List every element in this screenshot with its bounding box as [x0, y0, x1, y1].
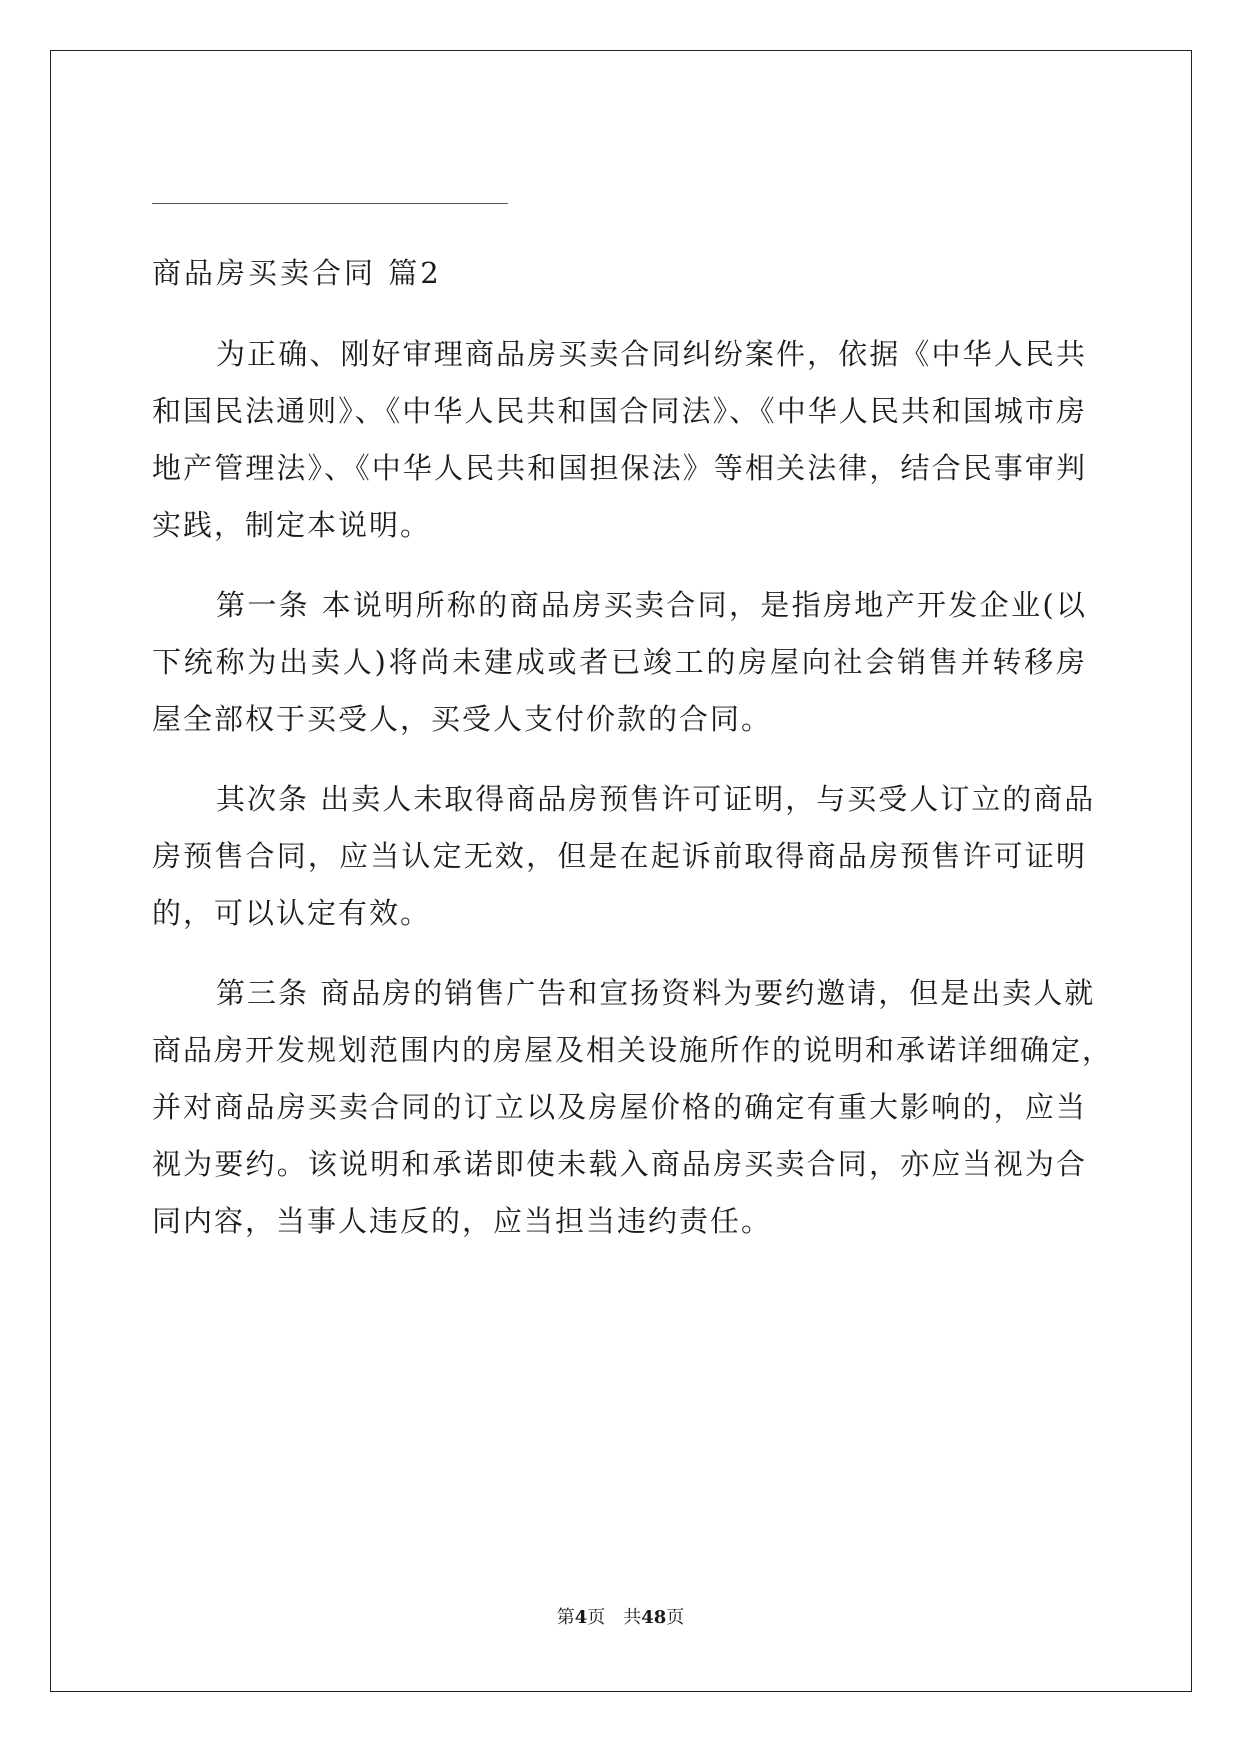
- separator-rule: [152, 203, 508, 204]
- footer-suffix: 页: [666, 1607, 685, 1628]
- footer-prefix: 第: [556, 1607, 575, 1628]
- text-line: 房预售合同，应当认定无效，但是在起诉前取得商品房预售许可证明: [152, 839, 1087, 873]
- text-line: 第三条 商品房的销售广告和宣扬资料为要约邀请，但是出卖人就: [216, 976, 1096, 1010]
- footer-middle: 页 共: [587, 1607, 642, 1628]
- total-pages-number: 48: [641, 1607, 667, 1628]
- text-line: 地产管理法》、《中华人民共和国担保法》等相关法律，结合民事审判: [152, 451, 1087, 485]
- paragraph-article-2: [152, 771, 1096, 942]
- text-line: 并对商品房买卖合同的订立以及房屋价格的确定有重大影响的，应当: [152, 1090, 1087, 1124]
- text-line: 和国民法通则》、《中华人民共和国合同法》、《中华人民共和国城市房: [152, 394, 1087, 428]
- text-line: 的，可以认定有效。: [152, 896, 432, 930]
- text-line: 第一条 本说明所称的商品房买卖合同，是指房地产开发企业(以: [216, 588, 1087, 622]
- text-line: 屋全部权于买受人，买受人支付价款的合同。: [152, 702, 773, 736]
- paragraph-article-1: [152, 577, 1087, 748]
- paragraph-article-3: [152, 965, 1114, 1250]
- text-line: 下统称为出卖人)将尚未建成或者已竣工的房屋向社会销售并转移房: [152, 645, 1087, 679]
- document-body: [152, 326, 1114, 1273]
- page-footer: [0, 1606, 1241, 1630]
- text-line: 商品房开发规划范围内的房屋及相关设施所作的说明和承诺详细确定，: [152, 1033, 1114, 1067]
- text-line: 为正确、刚好审理商品房买卖合同纠纷案件，依据《中华人民共: [216, 337, 1087, 371]
- text-line: 其次条 出卖人未取得商品房预售许可证明，与买受人订立的商品: [216, 782, 1096, 816]
- text-line: 视为要约。该说明和承诺即使未载入商品房买卖合同，亦应当视为合: [152, 1147, 1087, 1181]
- current-page-number: 4: [574, 1607, 588, 1628]
- section-heading: 商品房买卖合同 篇2: [152, 256, 442, 290]
- text-line: 实践，制定本说明。: [152, 508, 432, 542]
- paragraph-intro: [152, 326, 1087, 554]
- text-line: 同内容，当事人违反的，应当担当违约责任。: [152, 1204, 773, 1238]
